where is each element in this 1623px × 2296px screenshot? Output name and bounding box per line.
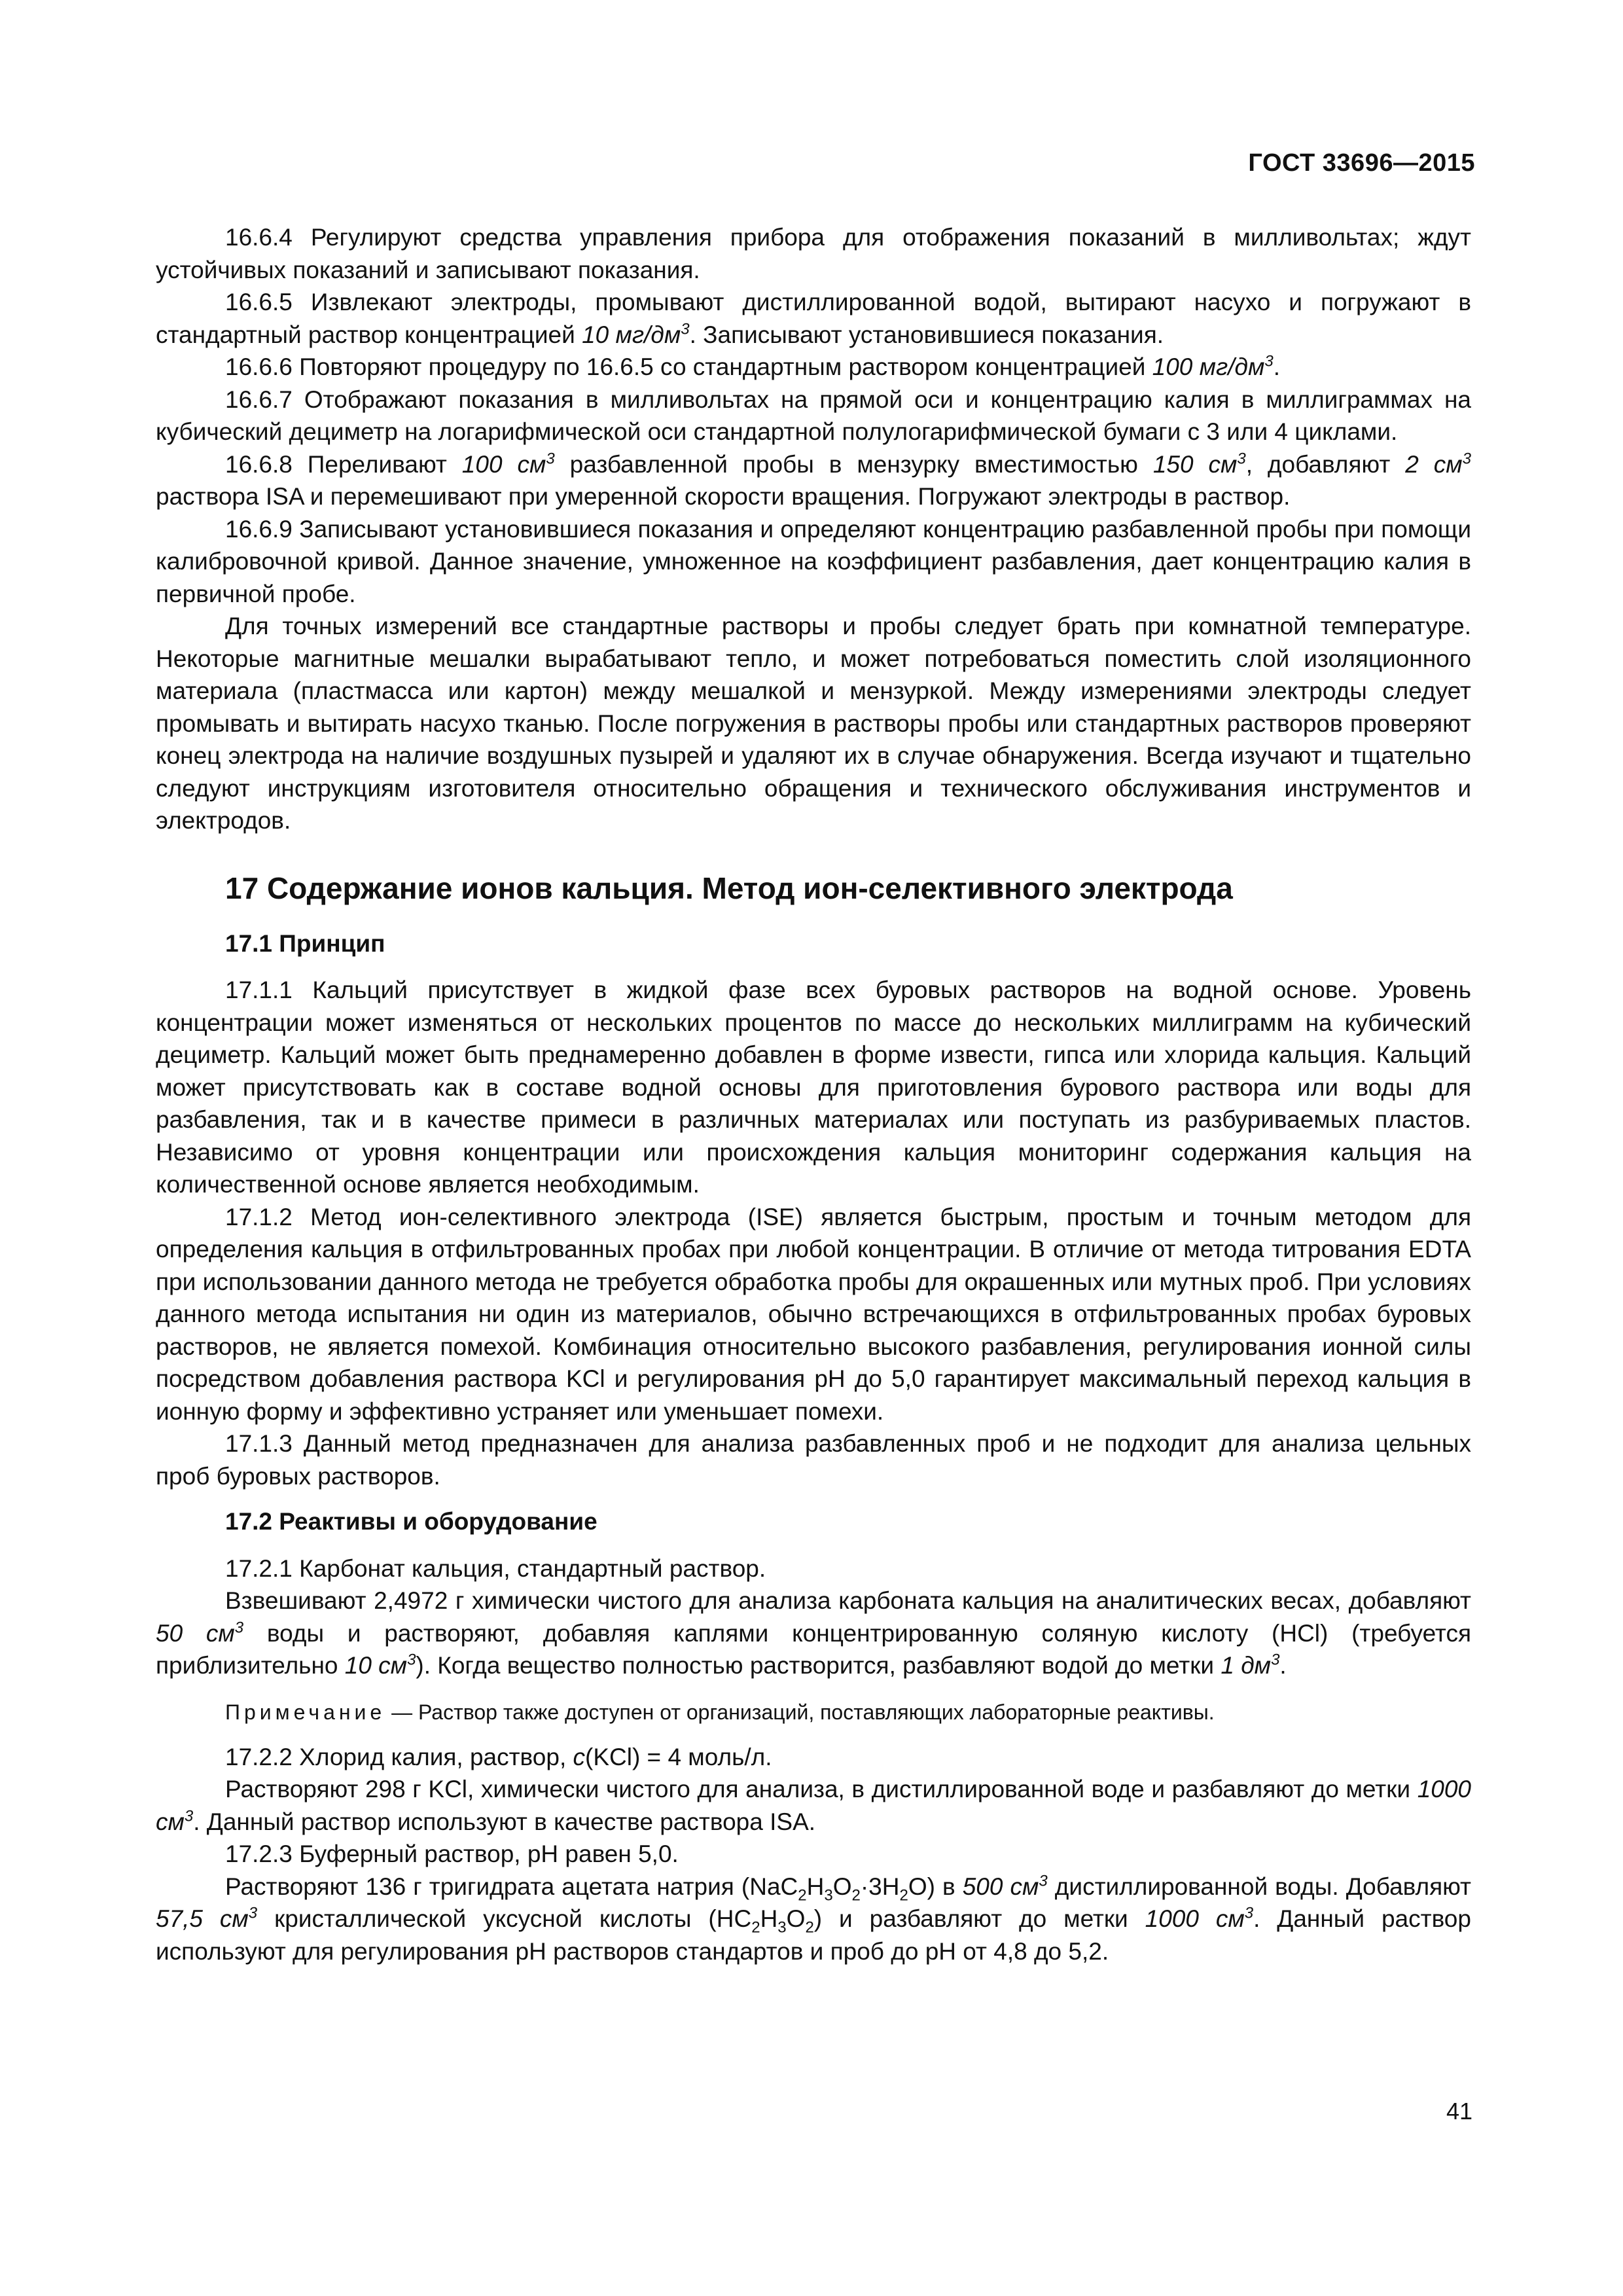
paragraph: Растворяют 298 г KCl, химически чистого для анализа, в дистиллированной воде и разбавляют до метки 1000 $см^3$. Данный раствор используют в качестве раствора ISA. [156, 1776, 1471, 1835]
paragraph: Растворяют 136 г тригидрата ацетата натрия $(NaC_2H_3O_2\cdot 3H_2O)$ в 500 $см^3$ дистиллированной воды. Добавляют 57,5 $см^3$ кристаллической уксусной кислоты $(HC_2H_3O_2)$ и разбавляют до метки 1000 $см^3$. Данный раствор используют для регулирования pH растворов стандартов и проб до pH от 4,8 до 5,2. [156, 1872, 1471, 1965]
document-body [156, 221, 1471, 1967]
paragraph: 17.1.3 Данный метод предназначен для анализа разбавленных проб и не подходит для анализа цельных проб буровых растворов. [156, 1430, 1471, 1490]
subsection-title: 17.2 Реактивы и оборудование [225, 1508, 597, 1535]
paragraph: 16.6.9 Записывают установившиеся показания и определяют концентрацию разбавленной пробы при помощи калибровочной кривой. Данное значение, умноженное на коэффициент разбавления, дает концентрацию калия в первичной пробе. [156, 515, 1471, 607]
paragraph: 16.6.7 Отображают показания в милливольтах на прямой оси и концентрацию калия в миллиграммах на кубический дециметр на логарифмической оси стандартной полулогарифмической бумаги с 3 или 4 циклами. [156, 386, 1471, 445]
note-text: — Раствор также доступен от организаций, поставляющих лабораторные реактивы. [385, 1700, 1215, 1724]
paragraph: 16.6.6 Повторяют процедуру по 16.6.5 со стандартным раствором концентрацией 100 $мг/дм^3$. [225, 352, 1281, 380]
page-number: 41 [1446, 2098, 1472, 2125]
paragraph: Для точных измерений все стандартные растворы и пробы следует брать при комнатной температуре. Некоторые магнитные мешалки вырабатывают тепло, и может потребоваться поместить слой изоляционного материала (пластмасса или картон) между мешалкой и мензуркой. Между измерениями электроды следует промывать и вытирать насухо тканью. После погружения в растворы пробы или стандартных растворов проверяют конец электрода на наличие воздушных пузырей и удаляют их в случае обнаружения. Всегда изучают и тщательно следуют инструкциям изготовителя относительно обращения и технического обслуживания инструментов и электродов. [156, 613, 1471, 834]
paragraph: 17.1.2 Метод ион-селективного электрода (ISE) является быстрым, простым и точным методом для определения кальция в отфильтрованных пробах при любой концентрации. В отличие от метода титрования EDTA при использовании данного метода не требуется обработка пробы для окрашенных или мутных проб. При условиях данного метода испытания ни один из материалов, обычно встречающихся в отфильтрованных пробах буровых растворов, не является помехой. Комбинация относительно высокого разбавления, регулирования ионной силы посредством добавления раствора KCl и регулирования pH до 5,0 гарантирует максимальный переход кальция в ионную форму и эффективно устраняет или уменьшает помехи. [156, 1203, 1471, 1425]
paragraph: 17.2.1 Карбонат кальция, стандартный раствор. [225, 1554, 766, 1582]
paragraph: 17.2.2 Хлорид калия, раствор, с(KCl) = 4 моль/л. [225, 1743, 772, 1770]
document-header: ГОСТ 33696—2015 [1248, 149, 1475, 177]
note-label: Примечание [225, 1700, 386, 1724]
subsection-title: 17.1 Принцип [225, 929, 385, 957]
paragraph: Взвешивают 2,4972 г химически чистого для анализа карбоната кальция на аналитических весах, добавляют 50 $см^3$ воды и растворяют, добавляя каплями концентрированную соляную кислоту (HCl) (требуется приблизительно 10 $см^3$). Когда вещество полностью растворится, разбавляют водой до метки 1 $дм^3$. [156, 1587, 1471, 1679]
section-title: 17 Содержание ионов кальция. Метод ион-селективного электрода [225, 870, 1233, 905]
paragraph: 17.1.1 Кальций присутствует в жидкой фазе всех буровых растворов на водной основе. Уровень концентрации может изменяться от нескольких процентов по массе до нескольких миллиграмм на кубический дециметр. Кальций может быть преднамеренно добавлен в форме извести, гипса или хлорида кальция. Кальций может присутствовать как в составе водной основы для приготовления бурового раствора или воды для разбавления, так и в качестве примеси в различных материалах или поступать из разбуриваемых пластов. Независимо от уровня концентрации или происхождения кальция мониторинг содержания кальция на количественной основе является необходимым. [156, 977, 1471, 1198]
paragraph: 17.2.3 Буферный раствор, pH равен 5,0. [225, 1840, 679, 1867]
note [156, 1698, 1471, 1727]
paragraph: 16.6.4 Регулируют средства управления прибора для отображения показаний в милливольтах; ждут устойчивых показаний и записывают показания. [156, 224, 1471, 283]
paragraph: 16.6.5 Извлекают электроды, промывают дистиллированной водой, вытирают насухо и погружают в стандартный раствор концентрацией 10 $мг/дм^3$. Записывают установившиеся показания. [156, 289, 1471, 348]
paragraph: 16.6.8 Переливают 100 $см^3$ разбавленной пробы в мензурку вместимостью 150 $см^3$, добавляют 2 $см^3$ раствора ISA и перемешивают при умеренной скорости вращения. Погружают электроды в раствор. [156, 450, 1471, 510]
